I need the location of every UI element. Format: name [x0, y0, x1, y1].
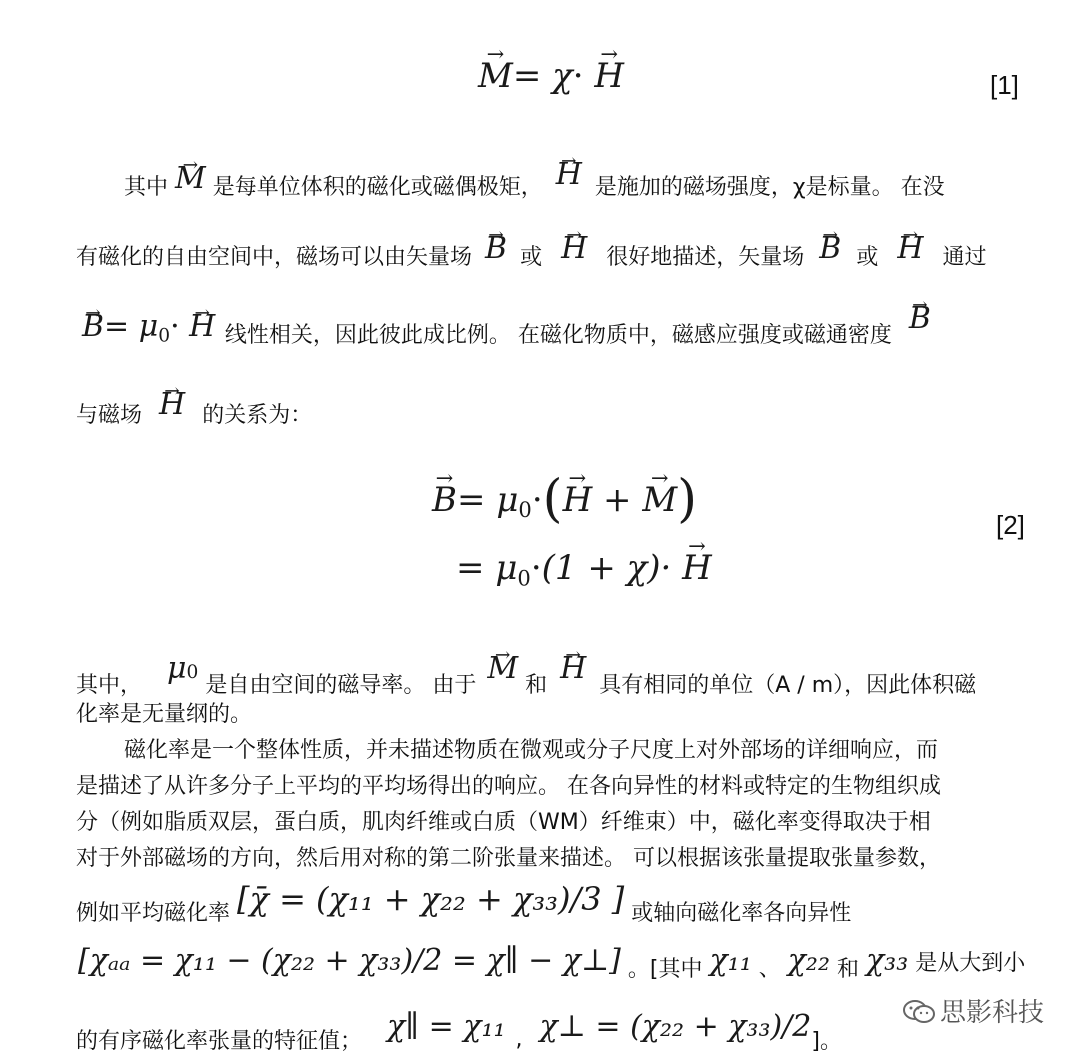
subscript: 0: [518, 497, 532, 523]
one-plus-chi: (1 + χ)·: [541, 548, 672, 588]
subscript: 0: [158, 325, 171, 347]
para1-line2: [76, 231, 987, 273]
text: 的有序磁化率张量的特征值；: [76, 1029, 363, 1054]
text: 或: [856, 245, 879, 270]
text: 、: [758, 957, 781, 982]
dot-operator: ·: [572, 56, 584, 96]
B-vector: → B: [82, 312, 104, 342]
equals-sign: =: [457, 479, 486, 520]
para3-line1: 磁化率是一个整体性质，并未描述物质在微观或分子尺度上对外部场的详细响应，而: [124, 738, 939, 763]
text: 其中: [124, 175, 169, 200]
relation-B-mu0-H: → $B= \mu_0\cdot \to H$: [82, 309, 225, 344]
chi11-symbol: χ₁₁: [709, 943, 752, 978]
H-vector: → H: [563, 480, 593, 520]
H-vector: → H: [561, 234, 587, 264]
mu-symbol: μ: [495, 548, 518, 588]
text: 或轴向磁化率各向异性: [631, 901, 852, 926]
M-vector: → M: [487, 654, 518, 684]
mu0-symbol: μ0: [167, 651, 199, 686]
chi-symbol: χ: [552, 56, 573, 96]
para2-line1: [76, 651, 977, 698]
anisotropy-formula: [χₐₐ = χ₁₁ − (χ₂₂ + χ₃₃)/2 = χ∥ − χ⊥]: [78, 943, 621, 978]
equation-1-label: [1]: [990, 70, 1019, 100]
text: 是自由空间的磁导率。 由于: [205, 673, 477, 698]
para1-line1: [124, 157, 945, 203]
text: 或: [520, 245, 543, 270]
equals-sign: =: [512, 56, 542, 96]
equation-2-line1: → $B= \mu_0\cdot(\to H$ + → M): [432, 470, 697, 529]
B-vector: → B: [485, 234, 507, 264]
para2-line2: 化率是无量纲的。: [76, 702, 253, 727]
text: ]。: [811, 1029, 842, 1054]
para3-line4: 对于外部磁场的方向，然后用对称的第二阶张量来描述。 可以根据该张量提取张量参数，: [76, 846, 941, 871]
text: 线性相关，因此彼此成比例。 在磁化物质中，磁感应强度或磁通密度: [224, 323, 892, 348]
text: 具有相同的单位（A / m），因此体积磁: [599, 673, 977, 698]
para1-line3: [82, 301, 931, 348]
text: 和: [525, 673, 548, 698]
para3-line5: [76, 880, 852, 926]
text: 是每单位体积的磁化或磁偶极矩，: [212, 175, 543, 200]
watermark: [902, 992, 1044, 1029]
B-vector: → B: [909, 304, 931, 334]
H-vector: → H: [897, 234, 923, 264]
chi-perp-formula: χ⊥ = (χ₂₂ + χ₃₃)/2: [539, 1009, 812, 1044]
chi33-symbol: χ₃₃: [865, 943, 909, 978]
text: 很好地描述，矢量场: [606, 245, 805, 270]
text: 是施加的磁场强度，χ是标量。 在没: [594, 175, 945, 200]
text: 其中，: [76, 673, 143, 698]
M-vector: → M: [642, 480, 677, 520]
text: ,: [515, 1027, 523, 1052]
equation-2-label: [2]: [996, 510, 1025, 540]
mean-susceptibility-formula: [χ̄ = (χ₁₁ + χ₂₂ + χ₃₃)/3 ]: [237, 880, 625, 918]
equation-1: [478, 56, 624, 96]
mu-symbol: μ: [496, 479, 519, 520]
H-vector: → H: [189, 312, 215, 342]
para3-line2: 是描述了从许多分子上平均的平均场得出的响应。 在各向异性的材料或特定的生物组织成: [76, 774, 941, 799]
text: 有磁化的自由空间中，磁场可以由矢量场: [76, 245, 473, 270]
para3-line3: 分（例如脂质双层，蛋白质，肌肉纤维或白质（WM）纤维束）中，磁化率变得取决于相: [76, 810, 931, 835]
text: 。[其中: [627, 957, 703, 982]
equals-sign: =: [456, 548, 485, 588]
text: 是从大到小: [915, 951, 1026, 976]
text: 与磁场: [76, 403, 143, 428]
M-vector: → M: [175, 164, 206, 194]
H-vector: → H: [560, 654, 586, 684]
watermark-text: 思影科技: [940, 998, 1045, 1028]
para3-line6: [78, 943, 1026, 982]
M-vector: → M: [478, 56, 513, 96]
plus-sign: +: [603, 479, 632, 520]
subscript: 0: [517, 565, 531, 591]
H-vector: → H: [594, 56, 624, 96]
mu-symbol: μ: [138, 309, 159, 344]
text: 和: [836, 957, 859, 982]
para3-line7: [76, 1009, 842, 1054]
H-vector: → H: [682, 548, 712, 588]
equation-2-line2: = $\mu_0\cdot(1 + \chi)\cdot \to H$: [456, 548, 712, 590]
H-vector: → H: [556, 160, 582, 190]
text: 例如平均磁化率: [76, 901, 231, 926]
text: 的关系为：: [202, 403, 313, 428]
text: 通过: [942, 245, 987, 270]
B-vector: → B: [819, 234, 841, 264]
chi22-symbol: χ₂₂: [787, 943, 830, 978]
H-vector: → H: [159, 390, 185, 420]
B-vector: → B: [432, 480, 457, 520]
chi-parallel-formula: χ∥ = χ₁₁: [387, 1009, 506, 1044]
wechat-icon: [902, 999, 936, 1025]
para1-line4: [76, 387, 313, 428]
